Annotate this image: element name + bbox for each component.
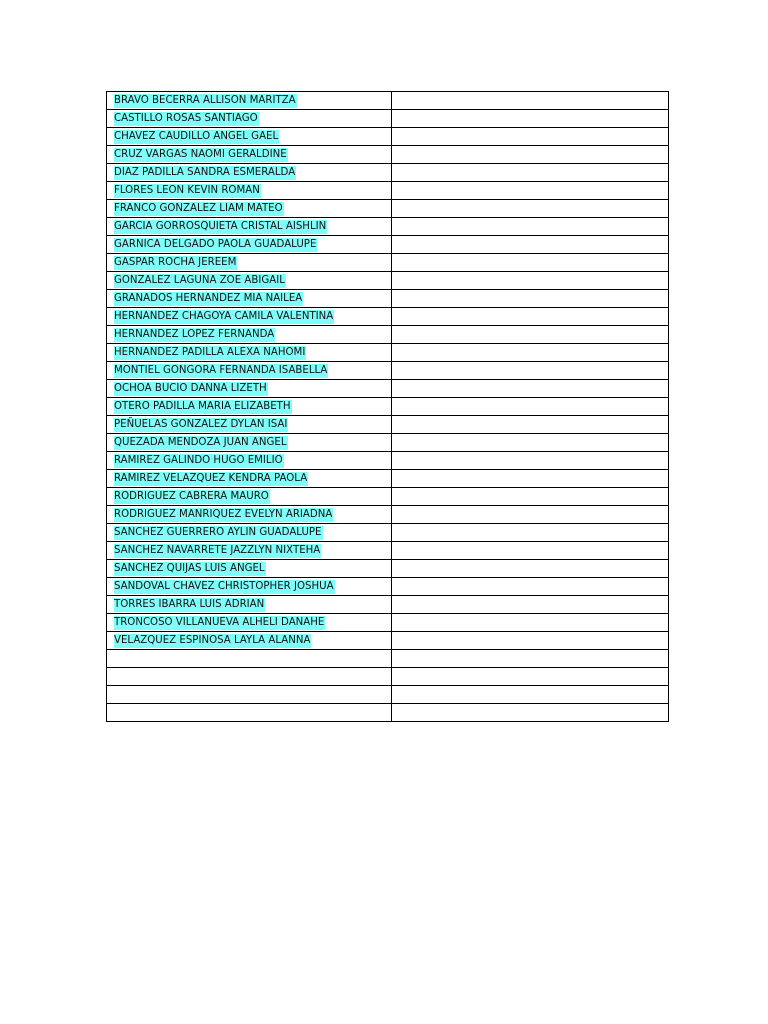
blank-cell: [392, 452, 669, 470]
student-name-cell: [107, 452, 392, 470]
empty-table-row: [107, 668, 669, 686]
student-name-cell: [107, 290, 392, 308]
student-name: GARCIA GORROSQUIETA CRISTAL AISHLIN: [114, 221, 327, 232]
table-row: [107, 560, 669, 578]
student-name-cell: [107, 470, 392, 488]
table-row: [107, 398, 669, 416]
table-row: [107, 506, 669, 524]
student-name: VELAZQUEZ ESPINOSA LAYLA ALANNA: [114, 635, 311, 646]
blank-cell: [392, 596, 669, 614]
student-roster-table: [106, 91, 669, 722]
table-row: [107, 542, 669, 560]
student-name-cell: [107, 344, 392, 362]
blank-cell: [392, 182, 669, 200]
blank-cell: [392, 290, 669, 308]
blank-cell: [392, 488, 669, 506]
table-row: [107, 200, 669, 218]
blank-cell: [392, 560, 669, 578]
student-name: SANCHEZ QUIJAS LUIS ANGEL: [114, 563, 265, 574]
empty-table-row: [107, 650, 669, 668]
blank-cell: [392, 416, 669, 434]
student-name: CHAVEZ CAUDILLO ANGEL GAEL: [114, 131, 279, 142]
blank-cell: [392, 164, 669, 182]
student-name: GRANADOS HERNANDEZ MIA NAILEA: [114, 293, 303, 304]
student-name-cell: [107, 578, 392, 596]
student-name: OTERO PADILLA MARIA ELIZABETH: [114, 401, 291, 412]
table-row: [107, 380, 669, 398]
blank-cell: [392, 344, 669, 362]
student-name: GASPAR ROCHA JEREEM: [114, 257, 237, 268]
student-name-cell: [107, 236, 392, 254]
student-name-cell: [107, 560, 392, 578]
student-name-cell: [107, 92, 392, 110]
blank-cell: [392, 434, 669, 452]
table-row: [107, 524, 669, 542]
student-name: HERNANDEZ CHAGOYA CAMILA VALENTINA: [114, 311, 334, 322]
table-row: [107, 326, 669, 344]
student-name-cell: [107, 326, 392, 344]
table-row: [107, 92, 669, 110]
student-name: CASTILLO ROSAS SANTIAGO: [114, 113, 258, 124]
table-row: [107, 452, 669, 470]
blank-cell: [392, 236, 669, 254]
blank-cell: [392, 614, 669, 632]
blank-cell: [392, 272, 669, 290]
student-name: MONTIEL GONGORA FERNANDA ISABELLA: [114, 365, 328, 376]
student-name-cell: [107, 272, 392, 290]
table-row: [107, 632, 669, 650]
student-name: HERNANDEZ LOPEZ FERNANDA: [114, 329, 275, 340]
table-row: [107, 344, 669, 362]
table-row: [107, 110, 669, 128]
student-name: BRAVO BECERRA ALLISON MARITZA: [114, 95, 296, 106]
table-row: [107, 218, 669, 236]
table-row: [107, 596, 669, 614]
blank-cell: [392, 704, 669, 722]
student-name: TORRES IBARRA LUIS ADRIAN: [114, 599, 265, 610]
student-name: OCHOA BUCIO DANNA LIZETH: [114, 383, 267, 394]
student-name-cell: [107, 362, 392, 380]
student-name-cell: [107, 596, 392, 614]
student-name-cell: [107, 380, 392, 398]
student-name-cell: [107, 218, 392, 236]
table-row: [107, 614, 669, 632]
student-name-cell: [107, 182, 392, 200]
student-name: FRANCO GONZALEZ LIAM MATEO: [114, 203, 283, 214]
student-name-cell: [107, 200, 392, 218]
blank-cell: [392, 686, 669, 704]
student-name: GARNICA DELGADO PAOLA GUADALUPE: [114, 239, 317, 250]
student-name-cell: [107, 398, 392, 416]
blank-cell: [392, 254, 669, 272]
student-name: SANDOVAL CHAVEZ CHRISTOPHER JOSHUA: [114, 581, 334, 592]
student-name: RODRIGUEZ CABRERA MAURO: [114, 491, 269, 502]
table-row: [107, 254, 669, 272]
blank-cell: [392, 506, 669, 524]
student-name: SANCHEZ GUERRERO AYLIN GUADALUPE: [114, 527, 322, 538]
student-name-cell: [107, 254, 392, 272]
student-name-cell: [107, 614, 392, 632]
blank-cell: [392, 308, 669, 326]
empty-table-row: [107, 704, 669, 722]
student-name: QUEZADA MENDOZA JUAN ANGEL: [114, 437, 287, 448]
blank-cell: [392, 92, 669, 110]
student-name-cell: [107, 164, 392, 182]
table-row: [107, 434, 669, 452]
student-name-cell: [107, 542, 392, 560]
student-name: RODRIGUEZ MANRIQUEZ EVELYN ARIADNA: [114, 509, 333, 520]
blank-cell: [392, 218, 669, 236]
student-name-cell: [107, 488, 392, 506]
student-name-cell: [107, 632, 392, 650]
student-name: PEÑUELAS GONZALEZ DYLAN ISAI: [114, 419, 288, 430]
table-row: [107, 470, 669, 488]
student-name-cell: [107, 506, 392, 524]
table-row: [107, 272, 669, 290]
blank-cell: [392, 326, 669, 344]
blank-cell: [392, 578, 669, 596]
student-name: GONZALEZ LAGUNA ZOE ABIGAIL: [114, 275, 285, 286]
roster-body: [107, 92, 669, 722]
student-name: RAMIREZ GALINDO HUGO EMILIO: [114, 455, 283, 466]
student-name: FLORES LEON KEVIN ROMAN: [114, 185, 260, 196]
table-row: [107, 416, 669, 434]
blank-cell: [392, 668, 669, 686]
blank-cell: [392, 470, 669, 488]
student-name-cell: [107, 128, 392, 146]
student-name-cell: [107, 308, 392, 326]
student-name: CRUZ VARGAS NAOMI GERALDINE: [114, 149, 287, 160]
blank-cell: [392, 650, 669, 668]
table-row: [107, 308, 669, 326]
blank-cell: [107, 650, 392, 668]
student-name-cell: [107, 416, 392, 434]
table-row: [107, 290, 669, 308]
student-name: SANCHEZ NAVARRETE JAZZLYN NIXTEHA: [114, 545, 321, 556]
table-row: [107, 362, 669, 380]
student-name-cell: [107, 524, 392, 542]
blank-cell: [392, 380, 669, 398]
table-row: [107, 578, 669, 596]
student-name: DIAZ PADILLA SANDRA ESMERALDA: [114, 167, 296, 178]
blank-cell: [107, 668, 392, 686]
blank-cell: [392, 632, 669, 650]
blank-cell: [392, 110, 669, 128]
table-row: [107, 128, 669, 146]
blank-cell: [392, 398, 669, 416]
blank-cell: [392, 200, 669, 218]
blank-cell: [392, 146, 669, 164]
student-name: TRONCOSO VILLANUEVA ALHELI DANAHE: [114, 617, 325, 628]
student-name-cell: [107, 146, 392, 164]
student-name-cell: [107, 110, 392, 128]
table-row: [107, 146, 669, 164]
blank-cell: [107, 704, 392, 722]
blank-cell: [107, 686, 392, 704]
blank-cell: [392, 542, 669, 560]
student-name-cell: [107, 434, 392, 452]
blank-cell: [392, 128, 669, 146]
student-name: HERNANDEZ PADILLA ALEXA NAHOMI: [114, 347, 306, 358]
blank-cell: [392, 362, 669, 380]
blank-cell: [392, 524, 669, 542]
table-row: [107, 182, 669, 200]
empty-table-row: [107, 686, 669, 704]
table-row: [107, 236, 669, 254]
table-row: [107, 488, 669, 506]
table-row: [107, 164, 669, 182]
student-name: RAMIREZ VELAZQUEZ KENDRA PAOLA: [114, 473, 308, 484]
